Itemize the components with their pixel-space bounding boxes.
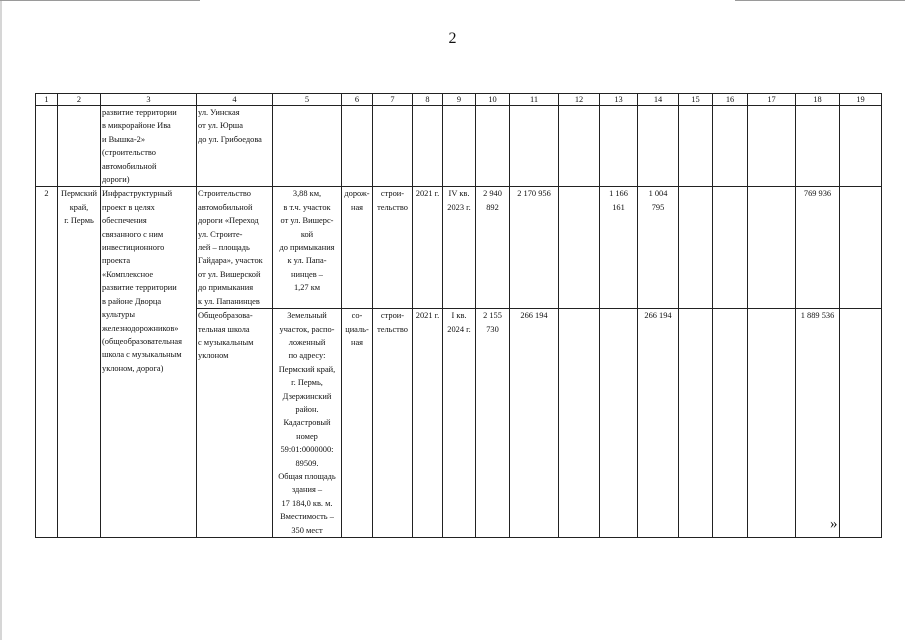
completion-date-cell: I кв. 2024 г. (443, 309, 476, 538)
value-cell-11: 266 194 (510, 309, 559, 538)
work-type-cell: строи- тельство (373, 309, 413, 538)
cell-empty (840, 309, 882, 538)
cell-empty (559, 309, 600, 538)
column-header: 16 (713, 94, 748, 106)
page-left-edge (0, 0, 2, 640)
capacity-cell: Земельный участок, распо- ложенный по адресу: Пермский край, г. Пермь, Дзержинский район. Кадастровый номер 59:01:0000000: 89509. Общая площадь здания – 17 184,0 кв. м. Вместимость – 350 мест (273, 309, 342, 538)
cell-empty (840, 106, 882, 187)
value-cell-18: 1 889 536 (796, 309, 840, 538)
cell-empty (713, 106, 748, 187)
column-header: 17 (748, 94, 796, 106)
column-header: 6 (342, 94, 373, 106)
cell-empty (559, 106, 600, 187)
cell-empty (713, 309, 748, 538)
column-header: 13 (600, 94, 638, 106)
completion-date-cell: IV кв. 2023 г. (443, 187, 476, 309)
object-name-continued: ул. Уинская от ул. Юрша до ул. Грибоедова (197, 106, 273, 187)
cell-empty (840, 187, 882, 309)
cell-empty (748, 187, 796, 309)
table-row (36, 106, 882, 187)
column-header: 10 (476, 94, 510, 106)
cell-empty (559, 187, 600, 309)
project-name-continued: развитие территории в микрорайоне Ива и Вышка-2» (строительство автомобильной дороги) (101, 106, 197, 187)
start-year-cell: 2021 г. (413, 187, 443, 309)
cell-empty (638, 106, 679, 187)
value-cell-13: 1 166 161 (600, 187, 638, 309)
object-name-cell: Общеобразова- тельная школа с музыкальным уклоном (197, 309, 273, 538)
cell-empty (679, 106, 713, 187)
value-cell-18: 769 936 (796, 187, 840, 309)
project-table (35, 93, 882, 538)
infrastructure-type-cell: со- циаль- ная (342, 309, 373, 538)
cell-empty (510, 106, 559, 187)
column-header: 4 (197, 94, 273, 106)
page-number: 2 (448, 30, 457, 47)
column-number-row (36, 94, 882, 106)
start-year-cell: 2021 г. (413, 309, 443, 538)
capacity-cell: 3,88 км, в т.ч. участок от ул. Вишерс- кой до примыкания к ул. Папа- нинцев – 1,27 км (273, 187, 342, 309)
cell-empty (679, 309, 713, 538)
cell-empty (342, 106, 373, 187)
column-header: 3 (101, 94, 197, 106)
column-header: 11 (510, 94, 559, 106)
column-header: 8 (413, 94, 443, 106)
total-cost-cell: 2 155 730 (476, 309, 510, 538)
cell-empty (713, 187, 748, 309)
cell-empty (273, 106, 342, 187)
cell-empty (600, 106, 638, 187)
cell-empty (748, 106, 796, 187)
cell-empty (443, 106, 476, 187)
cell-empty (748, 309, 796, 538)
value-cell-11: 2 170 956 (510, 187, 559, 309)
value-cell-14: 266 194 (638, 309, 679, 538)
work-type-cell: строи- тельство (373, 187, 413, 309)
column-header: 5 (273, 94, 342, 106)
column-header: 18 (796, 94, 840, 106)
continuation-mark: » (830, 516, 838, 532)
column-header: 15 (679, 94, 713, 106)
column-header: 19 (840, 94, 882, 106)
column-header: 9 (443, 94, 476, 106)
cell-empty (373, 106, 413, 187)
cell-empty (679, 187, 713, 309)
cell-empty (58, 106, 101, 187)
cell-empty (476, 106, 510, 187)
location-cell: Пермский край, г. Пермь (58, 187, 101, 538)
cell-empty (413, 106, 443, 187)
top-edge-line-left (0, 0, 200, 1)
top-edge-line-right (735, 0, 905, 1)
column-header: 12 (559, 94, 600, 106)
cell-empty (796, 106, 840, 187)
column-header: 14 (638, 94, 679, 106)
column-header: 2 (58, 94, 101, 106)
total-cost-cell: 2 940 892 (476, 187, 510, 309)
column-header: 1 (36, 94, 58, 106)
column-header: 7 (373, 94, 413, 106)
cell-empty (36, 106, 58, 187)
table-row (36, 187, 882, 309)
project-name-cell: Инфраструктурный проект в целях обеспечения связанного с ним инвестиционного проекта «Комплексное развитие территории в районе Дворца культуры железнодорожников» (общеобразовательная школа с музыкальным уклоном, дорога) (101, 187, 197, 538)
object-name-cell: Строительство автомобильной дороги «Переход ул. Строите- лей – площадь Гайдара», участок от ул. Вишерской до примыкания к ул. Папанинцев (197, 187, 273, 309)
cell-empty (600, 309, 638, 538)
row-number: 2 (36, 187, 58, 538)
value-cell-14: 1 004 795 (638, 187, 679, 309)
infrastructure-type-cell: дорож- ная (342, 187, 373, 309)
